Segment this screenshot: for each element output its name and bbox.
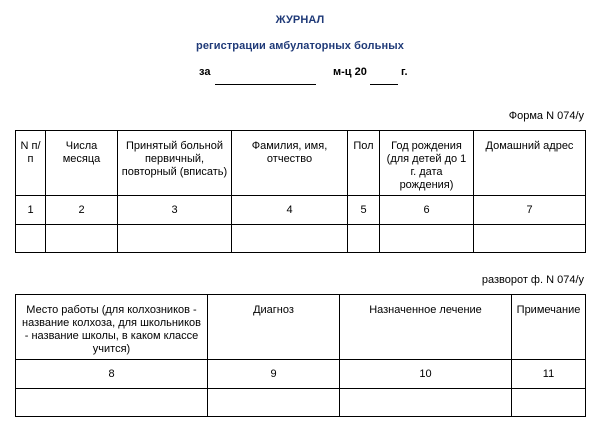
- column-number: 3: [118, 196, 232, 225]
- period-year-blank: [370, 84, 398, 85]
- table-header-row: [16, 131, 586, 196]
- blank-cell: [512, 389, 586, 417]
- table-header-row: [16, 295, 586, 360]
- spread-table: [15, 294, 586, 417]
- form-number-label: Форма N 074/у: [508, 110, 584, 122]
- column-number-row: [16, 196, 586, 225]
- header-cell-address: Домашний адрес: [474, 131, 586, 196]
- blank-cell: [16, 389, 208, 417]
- blank-cell: [380, 225, 474, 253]
- column-number: 9: [208, 360, 340, 389]
- header-cell-note: Примечание: [512, 295, 586, 360]
- period-month-label: м-ц 20: [333, 66, 367, 78]
- column-number: 1: [16, 196, 46, 225]
- blank-cell: [348, 225, 380, 253]
- blank-cell: [474, 225, 586, 253]
- header-cell-treatment: Назначенное лечение: [340, 295, 512, 360]
- registration-table: [15, 130, 586, 253]
- header-cell-diagnosis: Диагноз: [208, 295, 340, 360]
- blank-entry-row: [16, 389, 586, 417]
- blank-cell: [232, 225, 348, 253]
- blank-cell: [340, 389, 512, 417]
- header-cell-number: N п/п: [16, 131, 46, 196]
- column-number: 8: [16, 360, 208, 389]
- blank-cell: [208, 389, 340, 417]
- column-number: 2: [46, 196, 118, 225]
- column-number: 6: [380, 196, 474, 225]
- header-cell-birth-year: Год рождения (для детей до 1 г. дата рождения): [380, 131, 474, 196]
- column-number: 11: [512, 360, 586, 389]
- period-za-label: за: [199, 66, 211, 78]
- header-cell-date: Числа месяца: [46, 131, 118, 196]
- header-cell-sex: Пол: [348, 131, 380, 196]
- column-number: 7: [474, 196, 586, 225]
- header-cell-workplace: Место работы (для колхозников - название колхоза, для школьников - название школы, в каком классе учится): [16, 295, 208, 360]
- journal-title: ЖУРНАЛ: [275, 14, 325, 26]
- period-month-blank: [215, 84, 316, 85]
- column-number: 10: [340, 360, 512, 389]
- header-cell-visit-type: Принятый больной первичный, повторный (вписать): [118, 131, 232, 196]
- header-cell-full-name: Фамилия, имя, отчество: [232, 131, 348, 196]
- journal-subtitle: регистрации амбулаторных больных: [196, 40, 404, 52]
- column-number-row: [16, 360, 586, 389]
- blank-entry-row: [16, 225, 586, 253]
- blank-cell: [118, 225, 232, 253]
- spread-form-label: разворот ф. N 074/у: [481, 274, 584, 286]
- blank-cell: [46, 225, 118, 253]
- period-year-label: г.: [401, 66, 408, 78]
- blank-cell: [16, 225, 46, 253]
- column-number: 4: [232, 196, 348, 225]
- column-number: 5: [348, 196, 380, 225]
